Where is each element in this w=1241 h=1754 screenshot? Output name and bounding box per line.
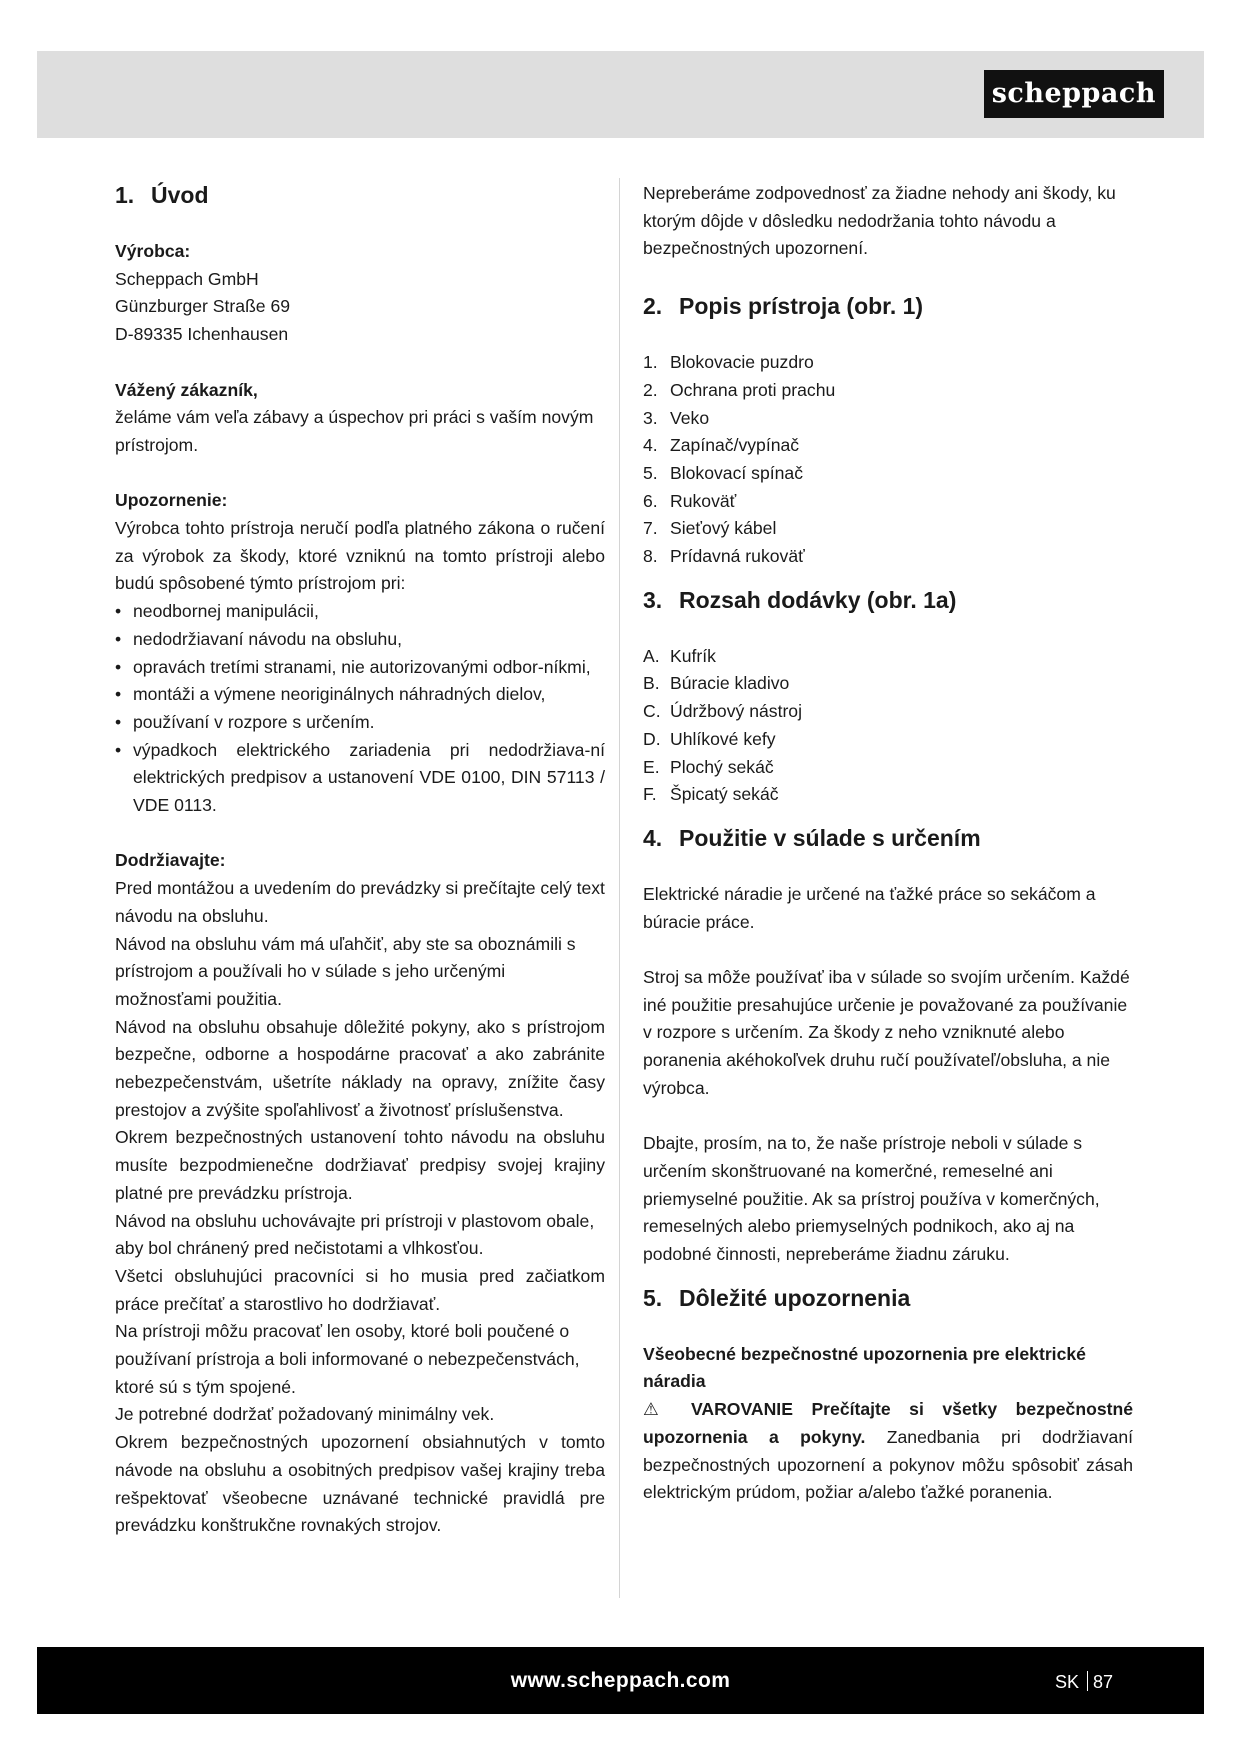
manufacturer-label: Výrobca: xyxy=(115,241,191,261)
scheppach-logo: scheppach xyxy=(984,70,1164,118)
website-url: www.scheppach.com xyxy=(510,1669,731,1692)
section-5-heading: 5. Dôležité upozornenia xyxy=(643,1284,911,1311)
observe-paragraph: Návod na obsluhu vám má uľahčiť, aby ste sa oboznámili s prístrojom a používali ho v súlade s jeho určenými možnosťami použitia. xyxy=(115,933,576,1009)
notice-text: Výrobca tohto prístroja neručí podľa platného zákona o ručení za výrobok za škody, ktoré vzniknú na tomto prístroji alebo budú spôsobené týmto prístrojom pri: xyxy=(115,518,605,594)
observe-paragraph: Pred montážou a uvedením do prevádzky si prečítajte celý text návodu na obsluhu. xyxy=(115,878,605,926)
column-divider xyxy=(619,178,620,1598)
section-2-heading: 2. Popis prístroja (obr. 1) xyxy=(643,293,924,320)
device-parts-list xyxy=(643,349,1133,571)
intro-text: Nepreberáme zodpovednosť za žiadne nehody ani škody, ku ktorým dôjde v dôsledku nedodržania tohto návodu a bezpečnostných upozornení. xyxy=(643,183,1116,259)
list-item: C. Údržbový nástroj xyxy=(643,701,803,722)
list-item: 3. Veko xyxy=(643,407,710,428)
address-line: Scheppach GmbH xyxy=(115,268,259,289)
list-item: D. Uhlíkové kefy xyxy=(643,728,776,749)
list-item: F. Špicatý sekáč xyxy=(643,784,779,805)
section-4-heading: 4. Použitie v súlade s určením xyxy=(643,824,981,851)
footer-band xyxy=(37,1647,1204,1714)
customer-label: Vážený zákazník, xyxy=(115,379,258,400)
warning-paragraph: ⚠ VAROVANIE Prečítajte si všetky bezpečnostné upozornenia a pokyny. Zanedbania pri dodržiavaní bezpečnostných upozornení a pokynov môžu spôsobiť zásah elektrickým prúdom, požiar a/alebo ťažké poranenia. xyxy=(643,1399,1133,1503)
observe-paragraph: Návod na obsluhu uchovávajte pri prístroji v plastovom obale, aby bol chránený pred nečistotami a vlhkosťou. xyxy=(115,1210,595,1259)
list-item: 1. Blokovacie puzdro xyxy=(643,352,814,373)
usage-paragraph: Dbajte, prosím, na to, že naše prístroje neboli v súlade s určením skonštruované na komerčné, remeselné ani priemyselné použitie. Ak sa prístroj používa v komerčných, remeselných alebo priemyselných podnikoch, ako aj na podobné činnosti, nepreberáme žiadnu záruku. xyxy=(643,1133,1100,1265)
page-indicator: SK 87 xyxy=(1055,1672,1114,1692)
list-item: 6. Rukoväť xyxy=(643,490,737,511)
observe-paragraph: Na prístroji môžu pracovať len osoby, ktoré boli poučené o používaní prístroja a boli informované o nebezpečenstvách, ktoré sú s tým spojené. xyxy=(115,1321,580,1397)
section-3-heading: 3. Rozsah dodávky (obr. 1a) xyxy=(643,586,957,613)
list-item: • výpadkoch elektrického zariadenia pri nedodržiava-ní elektrických predpisov a ustanovení VDE 0100, DIN 57113 / VDE 0113. xyxy=(115,737,605,820)
list-item: B. Búracie kladivo xyxy=(643,673,790,694)
list-item: 4. Zapínač/vypínač xyxy=(643,435,800,456)
safety-subheading: Všeobecné bezpečnostné upozornenia pre elektrické náradia xyxy=(643,1343,1086,1392)
address-line: Günzburger Straße 69 xyxy=(115,296,291,317)
list-item: E. Plochý sekáč xyxy=(643,756,774,777)
warning-icon: ⚠ xyxy=(643,1399,673,1420)
usage-paragraph: Elektrické náradie je určené na ťažké práce so sekáčom a búracie práce. xyxy=(643,883,1096,932)
list-item: • nedodržiavaní návodu na obsluhu, xyxy=(115,626,605,654)
section-1-heading: 1. Úvod xyxy=(115,182,209,208)
observe-paragraph: Okrem bezpečnostných upozornení obsiahnutých v tomto návode na obsluhu a osobitných predpisov vašej krajiny treba rešpektovať všeobecne uznávané technické pravidlá pre prevádzku konštrukčne rovnakých strojov. xyxy=(115,1432,605,1536)
list-item: • používaní v rozpore s určením. xyxy=(115,709,605,737)
list-item: 7. Sieťový kábel xyxy=(643,518,777,539)
list-item: 8. Prídavná rukoväť xyxy=(643,546,805,567)
observe-paragraph: Okrem bezpečnostných ustanovení tohto návodu na obsluhu musíte bezpodmienečne dodržiavať predpisy svojej krajiny platné pre prevádzku prístroja. xyxy=(115,1127,605,1203)
liability-list xyxy=(115,598,605,820)
list-item: A. Kufrík xyxy=(643,645,716,666)
observe-paragraph: Je potrebné dodržať požadovaný minimálny vek. xyxy=(115,1404,495,1425)
address-line: D-89335 Ichenhausen xyxy=(115,324,289,345)
header-band xyxy=(37,51,1204,138)
usage-paragraph: Stroj sa môže používať iba v súlade so svojím určením. Každé iné použitie presahujúce určenie je považované za používanie v rozpore s určením. Za škody z neho vzniknuté alebo poranenia akéhokoľvek druhu ručí používateľ/obsluha, a nie výrobca. xyxy=(643,967,1130,1098)
list-item: 2. Ochrana proti prachu xyxy=(643,379,836,400)
observe-paragraph: Návod na obsluhu obsahuje dôležité pokyny, ako s prístrojom bezpečne, odborne a hospodárne pracovať a ako zabránite nebezpečenstvám, ušetríte náklady na opravy, znížite časy prestojov a zvýšite spoľahlivosť a životnosť príslušenstva. xyxy=(115,1016,605,1120)
list-item: • opravách tretími stranami, nie autorizovanými odbor-níkmi, xyxy=(115,654,605,682)
left-column xyxy=(115,180,605,1540)
right-column xyxy=(643,180,1133,1507)
list-item: • neodbornej manipulácii, xyxy=(115,598,605,626)
list-item: 5. Blokovací spínač xyxy=(643,462,804,483)
list-item: • montáži a výmene neoriginálnych náhradných dielov, xyxy=(115,681,605,709)
observe-label: Dodržiavajte: xyxy=(115,850,226,871)
notice-label: Upozornenie: xyxy=(115,490,228,511)
delivery-list xyxy=(643,643,1133,809)
customer-text: želáme vám veľa zábavy a úspechov pri práci s vaším novým prístrojom. xyxy=(115,407,594,455)
observe-paragraph: Všetci obsluhujúci pracovníci si ho musia pred začiatkom práce prečítať a starostlivo ho dodržiavať. xyxy=(115,1265,605,1314)
